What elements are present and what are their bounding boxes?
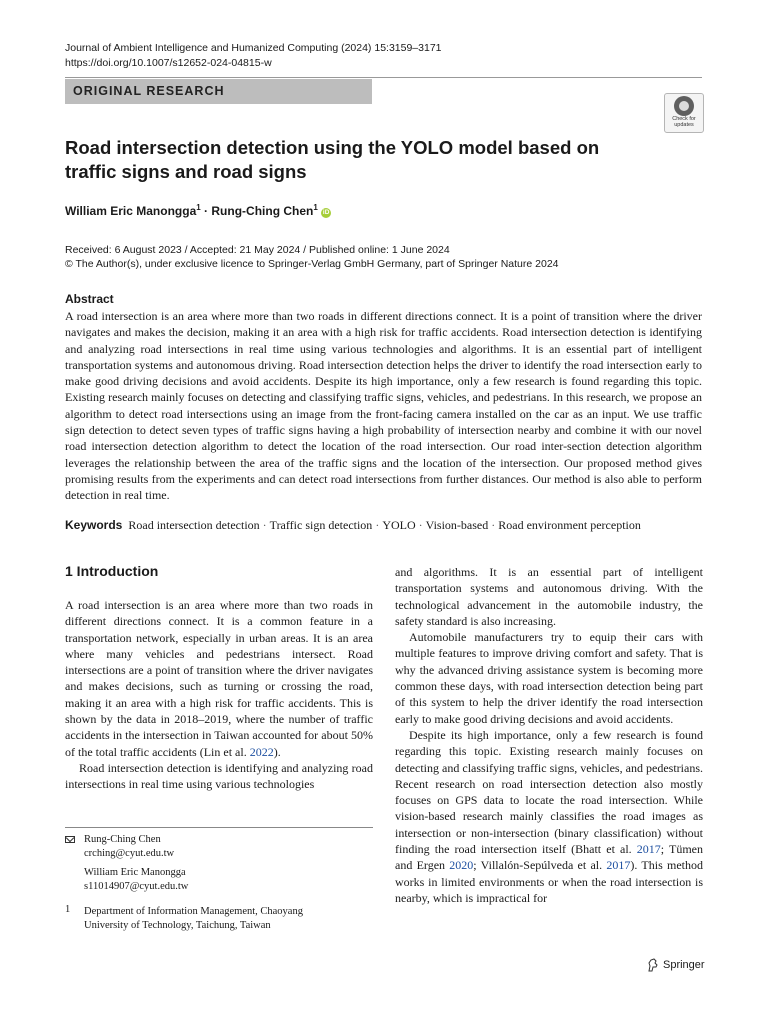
intro-paragraph: and algorithms. It is an essential part of intelligent transportation systems and autonomous driving. With the technological advancement in the automobile industry, the safety standard is also increasing. (395, 565, 703, 628)
keyword: Road intersection detection (128, 518, 260, 532)
intro-paragraph: Despite its high importance, only a few research is found regarding this topic. Existing research mainly focuses on detecting and classifying traffic signs, vehicles, and pedestrians. Recent research on road intersection detection also mostly focuses on GPS data to locate the road intersection. While vision-based research mainly classifies the road images as intersection or non-intersection (binary classification) without finding the road intersection itself (Bhatt et al. 2017; Tümen and Ergen 2020; Villalón-Sepúlveda et al. 2017). This method works in limited environments or when the road intersection is nearby, which is impractical for (395, 727, 704, 905)
keyword-separator: · (418, 518, 423, 532)
copyright-notice: © The Author(s), under exclusive licence to Springer-Verlag GmbH Germany, part of Springer Nature 2024 (65, 258, 559, 270)
corresponding-author-email[interactable]: crching@cyut.edu.tw (84, 848, 175, 859)
intro-paragraph: Road intersection detection is identifying and analyzing road intersections in real time using various technologies (65, 760, 373, 792)
publisher-name: Springer (663, 959, 705, 971)
author-name[interactable]: William Eric Manongga (65, 204, 197, 218)
body-column-right (395, 564, 703, 906)
keywords-heading: Keywords (65, 518, 123, 532)
citation-link[interactable]: 2017 (606, 858, 631, 873)
affiliation-number: 1 (65, 904, 71, 915)
footnote-rule (65, 827, 373, 828)
keyword: Traffic sign detection (269, 518, 373, 532)
journal-info (65, 41, 442, 71)
doi-link[interactable]: https://doi.org/10.1007/s12652-024-04815-w (65, 57, 272, 69)
article-type-label: ORIGINAL RESEARCH (73, 84, 225, 98)
paper-title: Road intersection detection using the YOLO model based on traffic signs and road signs (65, 137, 600, 182)
author-name[interactable]: Rung-Ching Chen (211, 204, 314, 218)
author-list (65, 203, 331, 218)
author-affiliation: 1 (196, 203, 201, 212)
keyword: Road environment perception (498, 518, 641, 532)
author-affiliation: 1 (313, 203, 318, 212)
email-icon (65, 836, 75, 843)
coauthor-email[interactable]: s11014907@cyut.edu.tw (84, 881, 189, 892)
affiliation-line: University of Technology, Taichung, Taiwan (84, 920, 271, 931)
keyword: YOLO (382, 518, 416, 532)
check-updates-icon (674, 96, 694, 116)
intro-paragraph: Automobile manufacturers try to equip their cars with multiple features to improve driving comfort and safety. That is why the advanced driving assistance system is becoming more common these days, with road intersection detection being part of this system to help the driver identify the road intersection early to make good driving decisions and avoid accidents. (395, 630, 703, 726)
header-rule (65, 77, 702, 78)
abstract-text: A road intersection is an area where more than two roads in different directions connect. It is a point of transition where the driver navigates and makes the decision, making it an area with a high risk for traffic accidents. Road intersection detection is identifying and analyzing road intersections in real time using various technologies and algorithms. It is an essential part of intelligent transportation systems and autonomous driving. Road intersection detection helps the driver to identify the road intersection early to make good driving decisions and avoid accidents. Despite its high importance, only a few research is found regarding this topic. Existing research mainly focuses on detecting and classifying traffic signs, vehicles, and pedestrians. In this research, we propose an algorithm to detect road intersections using an image from the front-facing camera installed on the car as an input. We use traffic sign detection to detect seven types of traffic signs having a high probability of intersection nearby and combine it with our novel road intersection detection algorithm to detect the location of the road intersection. Our road inter-section detection algorithm leverages the relationship between the area of the traffic signs and the location of the intersection. Our proposed method gives promising results from the experiments and can detect road intersections from further distances. Our method is also able to perform detection in real time. (65, 309, 702, 503)
citation-link[interactable]: 2020 (449, 858, 474, 873)
abstract-heading: Abstract (65, 292, 114, 306)
journal-citation: Journal of Ambient Intelligence and Humanized Computing (2024) 15:3159–3171 (65, 42, 442, 54)
corresponding-author-name: Rung-Ching Chen (84, 834, 161, 845)
check-updates-line1: Check for (672, 116, 696, 122)
intro-paragraph: A road intersection is an area where more than two roads in different directions connect. It is a common feature in a transportation network, especially in urban areas. It is an area where many vehicles and pedestrians intersect. Road intersections are a point of transition where the driver navigates and makes decisions, such as turning or crossing the road, making it an area with a high risk for traffic accidents. This is shown by the data in 2018–2019, where the number of traffic accidents in the intersection in Taiwan accounted for about 50% of the total traffic accidents (Lin et al. 2022). (65, 598, 373, 759)
keyword-separator: · (375, 518, 380, 532)
springer-horse-icon (647, 958, 659, 972)
section-heading-introduction: 1 Introduction (65, 563, 159, 579)
coauthor-name: William Eric Manongga (84, 867, 186, 878)
keywords (65, 518, 715, 533)
keyword-separator: · (262, 518, 267, 532)
citation-link[interactable]: 2022 (249, 744, 274, 759)
body-column-left (65, 597, 373, 793)
orcid-icon[interactable]: iD (322, 209, 330, 216)
author-separator: · (204, 204, 209, 218)
check-updates-line2: updates (674, 122, 694, 128)
keyword: Vision-based (425, 518, 489, 532)
keyword-separator: · (491, 518, 496, 532)
article-type-banner (65, 79, 372, 104)
citation-link[interactable]: 2017 (636, 842, 661, 857)
history-dates: Received: 6 August 2023 / Accepted: 21 May 2024 / Published online: 1 June 2024 (65, 244, 450, 256)
check-for-updates-badge[interactable] (664, 93, 704, 133)
publication-dates (65, 243, 559, 271)
affiliation-line: Department of Information Management, Chaoyang (84, 906, 303, 917)
publisher-logo (647, 958, 705, 972)
